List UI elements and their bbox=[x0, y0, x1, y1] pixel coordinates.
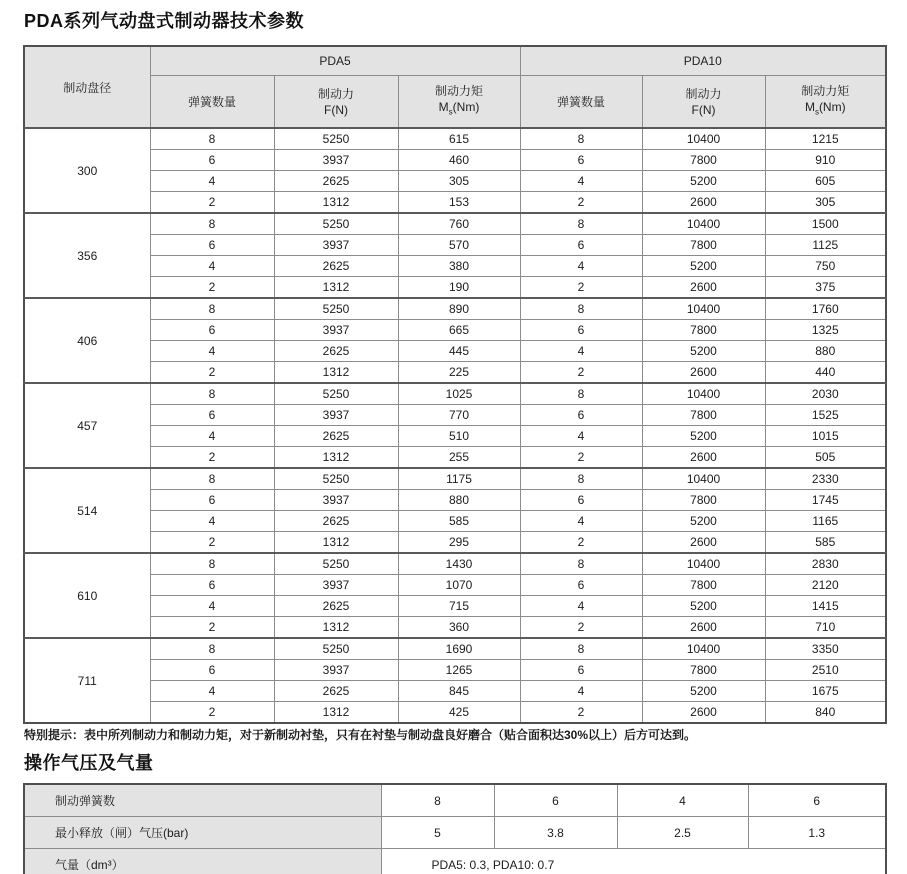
table-row bbox=[24, 681, 886, 702]
row-label: 气量（dm³） bbox=[24, 849, 381, 874]
value-cell: 8 bbox=[520, 468, 642, 490]
value-cell: 6 bbox=[150, 575, 274, 596]
table-row bbox=[24, 575, 886, 596]
value-cell: 2625 bbox=[274, 426, 398, 447]
value-cell: 6 bbox=[150, 405, 274, 426]
value-cell: 305 bbox=[398, 171, 520, 192]
value-cell: 1760 bbox=[765, 298, 886, 320]
force-symbol: F(N) bbox=[324, 102, 348, 117]
torque-title: 制动力矩 bbox=[801, 83, 850, 98]
value-cell: 4 bbox=[150, 426, 274, 447]
value-cell: 5250 bbox=[274, 213, 398, 235]
value-cell: 4 bbox=[520, 341, 642, 362]
value-cell: 4 bbox=[520, 681, 642, 702]
value-cell: 760 bbox=[398, 213, 520, 235]
torque-symbol: M bbox=[804, 99, 815, 114]
value-cell: 585 bbox=[765, 532, 886, 554]
value-cell: 1525 bbox=[765, 405, 886, 426]
value-cell: 1215 bbox=[765, 128, 886, 150]
value-cell: 1675 bbox=[765, 681, 886, 702]
spring-count-row bbox=[24, 784, 886, 817]
value-cell: 2 bbox=[150, 447, 274, 469]
value-cell: 10400 bbox=[642, 553, 765, 575]
table-row bbox=[24, 362, 886, 384]
value-cell: 425 bbox=[398, 702, 520, 724]
value-cell: 570 bbox=[398, 235, 520, 256]
value-cell: 5250 bbox=[274, 468, 398, 490]
table-row bbox=[24, 256, 886, 277]
value-cell: 1165 bbox=[765, 511, 886, 532]
pda10-torque-header bbox=[765, 76, 886, 129]
value-cell: 2 bbox=[150, 702, 274, 724]
pda5-torque-header bbox=[398, 76, 520, 129]
table-row bbox=[24, 192, 886, 214]
value-cell: 2600 bbox=[642, 447, 765, 469]
value-cell: 5200 bbox=[642, 596, 765, 617]
value-cell: 1325 bbox=[765, 320, 886, 341]
value-cell: 8 bbox=[520, 553, 642, 575]
value-cell: 2.5 bbox=[617, 817, 748, 849]
value-cell: 8 bbox=[520, 298, 642, 320]
value-cell: 1015 bbox=[765, 426, 886, 447]
pda5-group-header: PDA5 bbox=[150, 46, 520, 76]
value-cell: 8 bbox=[150, 383, 274, 405]
pressure-table bbox=[23, 783, 887, 874]
value-cell: 10400 bbox=[642, 128, 765, 150]
value-cell: 5250 bbox=[274, 383, 398, 405]
value-cell: 5200 bbox=[642, 426, 765, 447]
value-cell: 153 bbox=[398, 192, 520, 214]
value-cell: 225 bbox=[398, 362, 520, 384]
value-cell: 1.3 bbox=[748, 817, 886, 849]
value-cell: 4 bbox=[617, 784, 748, 817]
value-cell: 615 bbox=[398, 128, 520, 150]
value-cell: 2 bbox=[150, 362, 274, 384]
disc-diameter-header: 制动盘径 bbox=[24, 46, 150, 128]
value-cell: 2600 bbox=[642, 362, 765, 384]
value-cell: 1125 bbox=[765, 235, 886, 256]
value-cell: 2 bbox=[150, 532, 274, 554]
value-cell: 2 bbox=[520, 277, 642, 299]
value-cell: 10400 bbox=[642, 468, 765, 490]
value-cell: 1265 bbox=[398, 660, 520, 681]
torque-subscript: s bbox=[814, 107, 819, 117]
disc-diameter-cell: 514 bbox=[24, 468, 150, 553]
value-cell: 2600 bbox=[642, 702, 765, 724]
disc-diameter-cell: 610 bbox=[24, 553, 150, 638]
table-row bbox=[24, 596, 886, 617]
value-cell: 3937 bbox=[274, 575, 398, 596]
value-cell: 8 bbox=[150, 213, 274, 235]
table-row bbox=[24, 468, 886, 490]
table-row bbox=[24, 128, 886, 150]
value-cell: 880 bbox=[398, 490, 520, 511]
value-cell: 3937 bbox=[274, 405, 398, 426]
value-cell: 1175 bbox=[398, 468, 520, 490]
torque-unit: (Nm) bbox=[818, 99, 846, 114]
value-cell: 6 bbox=[150, 660, 274, 681]
value-cell: 1745 bbox=[765, 490, 886, 511]
air-volume-value: PDA5: 0.3, PDA10: 0.7 bbox=[381, 849, 886, 874]
value-cell: 7800 bbox=[642, 575, 765, 596]
value-cell: 460 bbox=[398, 150, 520, 171]
table-row bbox=[24, 617, 886, 639]
table-row bbox=[24, 171, 886, 192]
value-cell: 1690 bbox=[398, 638, 520, 660]
value-cell: 1312 bbox=[274, 277, 398, 299]
pda10-group-header: PDA10 bbox=[520, 46, 886, 76]
value-cell: 8 bbox=[381, 784, 494, 817]
value-cell: 190 bbox=[398, 277, 520, 299]
value-cell: 4 bbox=[520, 171, 642, 192]
table-row bbox=[24, 298, 886, 320]
value-cell: 840 bbox=[765, 702, 886, 724]
value-cell: 2600 bbox=[642, 617, 765, 639]
value-cell: 2 bbox=[150, 277, 274, 299]
value-cell: 845 bbox=[398, 681, 520, 702]
row-label: 最小释放（闸）气压(bar) bbox=[24, 817, 381, 849]
value-cell: 4 bbox=[520, 256, 642, 277]
value-cell: 4 bbox=[520, 426, 642, 447]
value-cell: 7800 bbox=[642, 490, 765, 511]
value-cell: 6 bbox=[520, 320, 642, 341]
pda5-springs-header: 弹簧数量 bbox=[150, 76, 274, 129]
value-cell: 3937 bbox=[274, 660, 398, 681]
value-cell: 770 bbox=[398, 405, 520, 426]
value-cell: 4 bbox=[150, 341, 274, 362]
value-cell: 6 bbox=[520, 150, 642, 171]
value-cell: 710 bbox=[765, 617, 886, 639]
value-cell: 2600 bbox=[642, 192, 765, 214]
value-cell: 1312 bbox=[274, 617, 398, 639]
table-row bbox=[24, 383, 886, 405]
value-cell: 3.8 bbox=[494, 817, 617, 849]
value-cell: 890 bbox=[398, 298, 520, 320]
value-cell: 2 bbox=[520, 447, 642, 469]
table-row bbox=[24, 511, 886, 532]
value-cell: 10400 bbox=[642, 213, 765, 235]
torque-unit: (Nm) bbox=[452, 99, 480, 114]
value-cell: 8 bbox=[150, 638, 274, 660]
value-cell: 665 bbox=[398, 320, 520, 341]
value-cell: 1070 bbox=[398, 575, 520, 596]
value-cell: 4 bbox=[150, 596, 274, 617]
value-cell: 6 bbox=[150, 150, 274, 171]
main-table-body bbox=[24, 128, 886, 723]
value-cell: 605 bbox=[765, 171, 886, 192]
value-cell: 5250 bbox=[274, 553, 398, 575]
value-cell: 3937 bbox=[274, 490, 398, 511]
value-cell: 4 bbox=[150, 171, 274, 192]
value-cell: 8 bbox=[150, 298, 274, 320]
value-cell: 2030 bbox=[765, 383, 886, 405]
value-cell: 6 bbox=[494, 784, 617, 817]
air-volume-row bbox=[24, 849, 886, 874]
value-cell: 715 bbox=[398, 596, 520, 617]
value-cell: 1312 bbox=[274, 192, 398, 214]
value-cell: 1312 bbox=[274, 362, 398, 384]
table-row bbox=[24, 235, 886, 256]
value-cell: 5200 bbox=[642, 511, 765, 532]
value-cell: 6 bbox=[150, 235, 274, 256]
value-cell: 380 bbox=[398, 256, 520, 277]
value-cell: 8 bbox=[520, 383, 642, 405]
value-cell: 3350 bbox=[765, 638, 886, 660]
value-cell: 2625 bbox=[274, 681, 398, 702]
section-title: 操作气压及气量 bbox=[24, 753, 154, 773]
value-cell: 10400 bbox=[642, 638, 765, 660]
value-cell: 2625 bbox=[274, 596, 398, 617]
torque-symbol: M bbox=[438, 99, 449, 114]
value-cell: 2625 bbox=[274, 511, 398, 532]
value-cell: 4 bbox=[150, 681, 274, 702]
value-cell: 6 bbox=[520, 575, 642, 596]
value-cell: 1415 bbox=[765, 596, 886, 617]
value-cell: 8 bbox=[520, 213, 642, 235]
table-row bbox=[24, 405, 886, 426]
pda10-springs-header: 弹簧数量 bbox=[520, 76, 642, 129]
value-cell: 7800 bbox=[642, 320, 765, 341]
disc-diameter-cell: 406 bbox=[24, 298, 150, 383]
value-cell: 5200 bbox=[642, 681, 765, 702]
value-cell: 6 bbox=[748, 784, 886, 817]
table-row bbox=[24, 447, 886, 469]
value-cell: 375 bbox=[765, 277, 886, 299]
value-cell: 585 bbox=[398, 511, 520, 532]
value-cell: 5200 bbox=[642, 256, 765, 277]
value-cell: 8 bbox=[150, 553, 274, 575]
value-cell: 2625 bbox=[274, 171, 398, 192]
value-cell: 5250 bbox=[274, 128, 398, 150]
value-cell: 1500 bbox=[765, 213, 886, 235]
table-row bbox=[24, 638, 886, 660]
table-row bbox=[24, 320, 886, 341]
value-cell: 6 bbox=[520, 660, 642, 681]
value-cell: 8 bbox=[150, 128, 274, 150]
value-cell: 8 bbox=[520, 638, 642, 660]
value-cell: 5200 bbox=[642, 341, 765, 362]
table-row bbox=[24, 277, 886, 299]
value-cell: 5250 bbox=[274, 298, 398, 320]
group-header-row bbox=[24, 46, 886, 76]
table-row bbox=[24, 702, 886, 724]
value-cell: 2 bbox=[520, 192, 642, 214]
force-title: 制动力 bbox=[317, 86, 354, 101]
value-cell: 2 bbox=[520, 362, 642, 384]
page-title: PDA系列气动盘式制动器技术参数 bbox=[24, 11, 305, 31]
value-cell: 7800 bbox=[642, 660, 765, 681]
value-cell: 505 bbox=[765, 447, 886, 469]
value-cell: 2 bbox=[150, 617, 274, 639]
value-cell: 6 bbox=[150, 320, 274, 341]
value-cell: 2600 bbox=[642, 277, 765, 299]
value-cell: 10400 bbox=[642, 298, 765, 320]
value-cell: 6 bbox=[520, 490, 642, 511]
value-cell: 880 bbox=[765, 341, 886, 362]
table-row bbox=[24, 490, 886, 511]
table-row bbox=[24, 341, 886, 362]
value-cell: 2830 bbox=[765, 553, 886, 575]
value-cell: 7800 bbox=[642, 235, 765, 256]
table-row bbox=[24, 532, 886, 554]
pda5-force-header bbox=[274, 76, 398, 129]
value-cell: 6 bbox=[150, 490, 274, 511]
value-cell: 1025 bbox=[398, 383, 520, 405]
value-cell: 2 bbox=[520, 532, 642, 554]
value-cell: 2625 bbox=[274, 341, 398, 362]
value-cell: 255 bbox=[398, 447, 520, 469]
value-cell: 5200 bbox=[642, 171, 765, 192]
value-cell: 5250 bbox=[274, 638, 398, 660]
specs-table-header bbox=[24, 46, 886, 128]
value-cell: 360 bbox=[398, 617, 520, 639]
value-cell: 4 bbox=[150, 256, 274, 277]
value-cell: 2510 bbox=[765, 660, 886, 681]
torque-subscript: s bbox=[448, 107, 453, 117]
row-label: 制动弹簧数 bbox=[24, 784, 381, 817]
value-cell: 2 bbox=[520, 702, 642, 724]
value-cell: 2120 bbox=[765, 575, 886, 596]
sub-header-row bbox=[24, 76, 886, 129]
disc-diameter-cell: 300 bbox=[24, 128, 150, 213]
value-cell: 7800 bbox=[642, 405, 765, 426]
value-cell: 1312 bbox=[274, 702, 398, 724]
force-title: 制动力 bbox=[685, 86, 722, 101]
force-symbol: F(N) bbox=[691, 102, 716, 117]
disc-diameter-cell: 457 bbox=[24, 383, 150, 468]
table-row bbox=[24, 553, 886, 575]
value-cell: 3937 bbox=[274, 150, 398, 171]
value-cell: 445 bbox=[398, 341, 520, 362]
value-cell: 510 bbox=[398, 426, 520, 447]
value-cell: 4 bbox=[150, 511, 274, 532]
table-row bbox=[24, 213, 886, 235]
value-cell: 8 bbox=[520, 128, 642, 150]
table-row bbox=[24, 660, 886, 681]
value-cell: 295 bbox=[398, 532, 520, 554]
footnote: 特别提示：表中所列制动力和制动力矩，对于新制动衬垫，只有在衬垫与制动盘良好磨合（贴合面积达30%以上）后方可达到。 bbox=[24, 728, 697, 742]
value-cell: 8 bbox=[150, 468, 274, 490]
table-row bbox=[24, 426, 886, 447]
release-pressure-row bbox=[24, 817, 886, 849]
value-cell: 750 bbox=[765, 256, 886, 277]
value-cell: 3937 bbox=[274, 320, 398, 341]
disc-diameter-cell: 356 bbox=[24, 213, 150, 298]
value-cell: 440 bbox=[765, 362, 886, 384]
value-cell: 2 bbox=[520, 617, 642, 639]
specs-table bbox=[23, 45, 887, 724]
disc-diameter-cell: 711 bbox=[24, 638, 150, 723]
value-cell: 10400 bbox=[642, 383, 765, 405]
value-cell: 2330 bbox=[765, 468, 886, 490]
value-cell: 305 bbox=[765, 192, 886, 214]
torque-title: 制动力矩 bbox=[435, 83, 484, 98]
value-cell: 1312 bbox=[274, 447, 398, 469]
value-cell: 910 bbox=[765, 150, 886, 171]
value-cell: 2600 bbox=[642, 532, 765, 554]
value-cell: 3937 bbox=[274, 235, 398, 256]
value-cell: 1430 bbox=[398, 553, 520, 575]
value-cell: 7800 bbox=[642, 150, 765, 171]
value-cell: 6 bbox=[520, 405, 642, 426]
table-row bbox=[24, 150, 886, 171]
value-cell: 6 bbox=[520, 235, 642, 256]
pda10-force-header bbox=[642, 76, 765, 129]
value-cell: 5 bbox=[381, 817, 494, 849]
value-cell: 4 bbox=[520, 511, 642, 532]
value-cell: 2625 bbox=[274, 256, 398, 277]
value-cell: 4 bbox=[520, 596, 642, 617]
value-cell: 2 bbox=[150, 192, 274, 214]
value-cell: 1312 bbox=[274, 532, 398, 554]
